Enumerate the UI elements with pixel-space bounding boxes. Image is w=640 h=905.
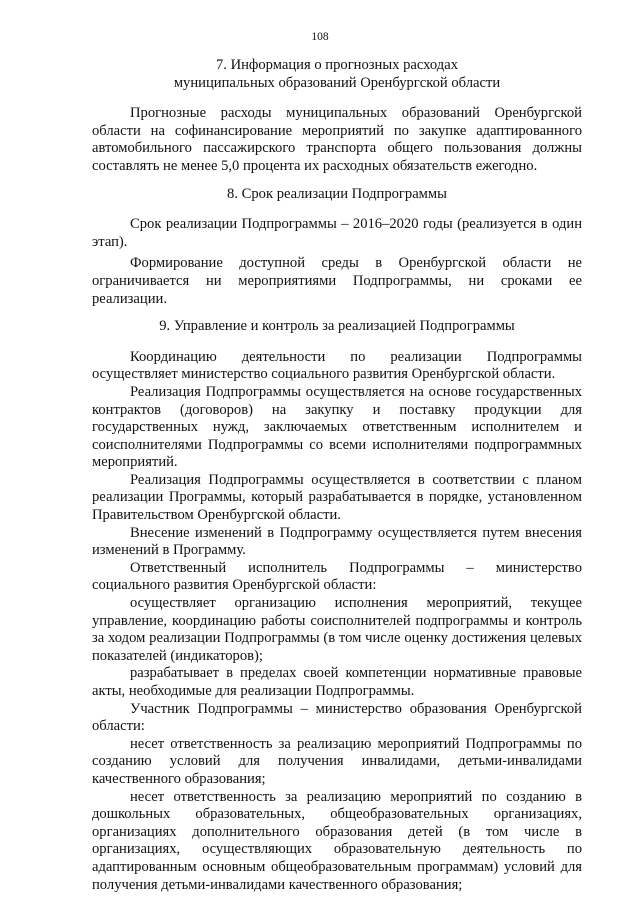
page-number: 108	[311, 31, 329, 43]
section-9-paragraph: Участник Подпрограммы – министерство образования Оренбургской области:	[92, 700, 582, 735]
section-9-heading: 9. Управление и контроль за реализацией Подпрограммы	[159, 318, 515, 335]
section-9-list-item: осуществляет организацию исполнения мероприятий, текущее управление, координацию работы соисполнителей подпрограммы и контроль за ходом реализации Подпрограммы (в том числе оценку достижения целевых показателей (индикаторов);	[92, 595, 582, 664]
section-9-paragraph: Внесение изменений в Подпрограмму осуществляется путем внесения изменений в Программу.	[92, 524, 582, 559]
section-7-heading-line-2: муниципальных образований Оренбургской области	[173, 74, 501, 91]
section-9-paragraph: Реализация Подпрограммы осуществляется в соответствии с планом реализации Программы, который разрабатывается в порядке, установленном Правительством Оренбургской области.	[92, 471, 582, 524]
section-7-heading-line-1: 7. Информация о прогнозных расходах	[215, 57, 458, 73]
section-9-list-item: несет ответственность за реализацию мероприятий Подпрограммы по созданию условий для получения инвалидами, детьми-инвалидами качественного образования;	[92, 735, 582, 787]
section-9-paragraph: Реализация Подпрограммы осуществляется на основе государственных контрактов (договоров) на закупку и поставку продукции для государственных нужд, заключаемых ответственным исполнителем и соисполнителями Подпрограммы со всеми исполнителями подпрограммных мероприятий.	[92, 383, 582, 471]
section-8-paragraph: Срок реализации Подпрограммы – 2016–2020 годы (реализуется в один этап).	[92, 216, 582, 250]
section-8-heading: 8. Срок реализации Подпрограммы	[227, 185, 447, 202]
section-7-paragraph: Прогнозные расходы муниципальных образований Оренбургской области на софинансирование мероприятий по закупке адаптированного автомобильного пассажирского транспорта общего пользования должны составлять не менее 5,0 процента их расходных обязательств ежегодно.	[92, 105, 582, 174]
section-9-paragraph: Ответственный исполнитель Подпрограммы – министерство социального развития Оренбургской области:	[92, 559, 582, 594]
document-body	[92, 57, 582, 894]
section-9-paragraph: Координацию деятельности по реализации Подпрограммы осуществляет министерство социального развития Оренбургской области.	[92, 348, 582, 383]
section-8-paragraph: Формирование доступной среды в Оренбургской области не ограничивается ни мероприятиями Подпрограммы, ни сроками ее реализации.	[92, 255, 582, 307]
section-9-list-item: несет ответственность за реализацию мероприятий по созданию в дошкольных образовательных, общеобразовательных организациях, организациях дополнительного образования детей (в том числе в организациях, осуществляющих образовательную деятельность по адаптированным основным общеобразовательным программам) условий для получения детьми-инвалидами качественного образования;	[92, 788, 582, 893]
section-9-list-item: разрабатывает в пределах своей компетенции нормативные правовые акты, необходимые для реализации Подпрограммы.	[92, 665, 582, 699]
